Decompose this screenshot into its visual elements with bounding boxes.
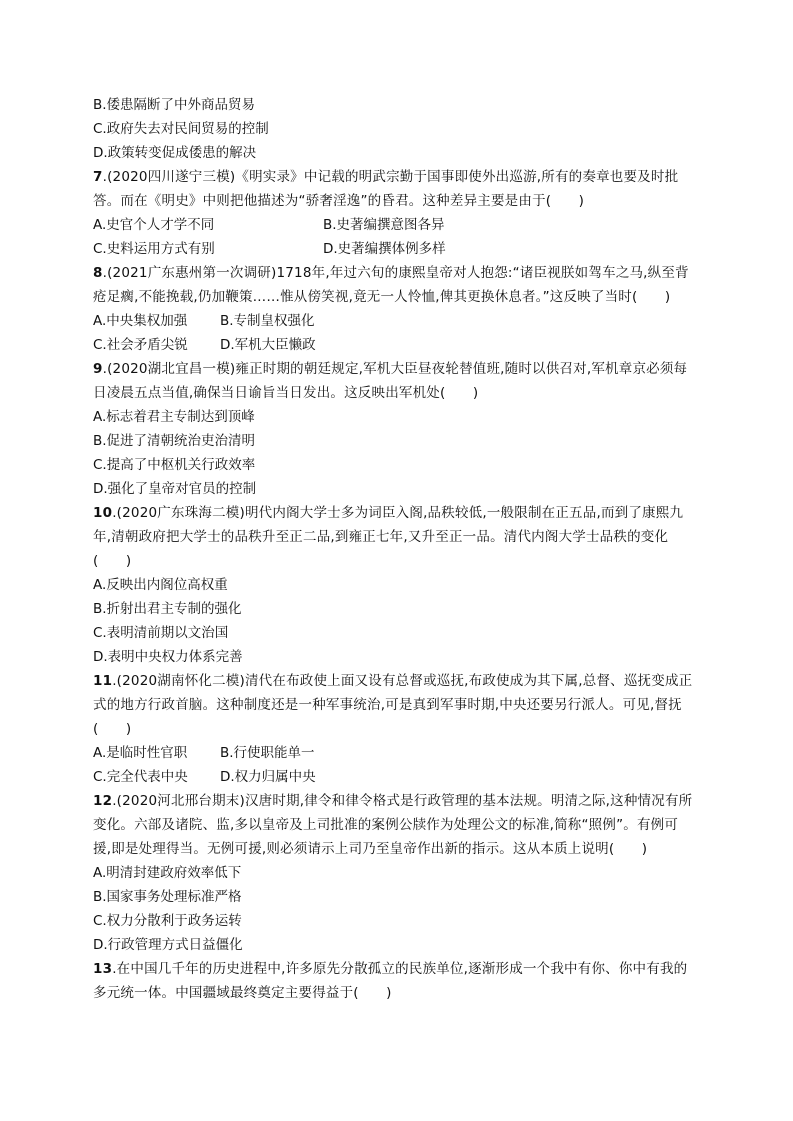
option-line: B.倭患隔断了中外商品贸易 <box>93 97 256 113</box>
option-b: B.史著编撰意图各异 <box>323 217 445 233</box>
question-text: .(2020湖北宜昌一模)雍正时期的朝廷规定,军机大臣昼夜轮替值班,随时以供召对,军机章京必须每 <box>102 361 688 377</box>
question-number: 12 <box>93 793 113 809</box>
question-number: 11 <box>93 673 113 689</box>
option-c: C.完全代表中央 <box>93 769 188 785</box>
question-10-line: 年,清朝政府把大学士的品秩升至正二品,到雍正七年,又升至正一品。清代内阁大学士品秩的变化 <box>93 529 669 545</box>
option-b: B.专制皇权强化 <box>220 313 315 329</box>
option-row <box>93 741 705 765</box>
question-text: .(2020广东珠海二模)明代内阁大学士多为词臣入阁,品秩较低,一般限制在正五品,而到了康熙九 <box>112 505 684 521</box>
option-row <box>93 333 705 357</box>
option-d: D.强化了皇帝对官员的控制 <box>93 481 257 497</box>
option-a: A.是临时性官职 <box>93 745 188 761</box>
option-b: B.国家事务处理标准严格 <box>93 889 242 905</box>
question-11-line <box>93 669 705 693</box>
option-d: D.军机大臣懒政 <box>220 337 316 353</box>
option-a: A.中央集权加强 <box>93 313 188 329</box>
option-d: D.权力归属中央 <box>220 769 316 785</box>
question-13-line <box>93 957 705 981</box>
question-8-line <box>93 261 705 285</box>
option-a: A.明清封建政府效率低下 <box>93 865 242 881</box>
option-row <box>93 765 705 789</box>
option-c: C.提高了中枢机关行政效率 <box>93 457 256 473</box>
question-9-line <box>93 357 705 381</box>
option-d: D.表明中央权力体系完善 <box>93 649 243 665</box>
option-row <box>93 237 705 261</box>
option-d: D.行政管理方式日益僵化 <box>93 937 243 953</box>
question-8-line: 疮足瘸,不能挽载,仍加鞭策……惟从傍笑视,竟无一人怜恤,俾其更换休息者。”这反映了当时( ) <box>93 289 671 305</box>
document-page <box>93 93 705 1005</box>
question-text: .(2020湖南怀化二模)清代在布政使上面又设有总督或巡抚,布政使成为其下属,总督、巡抚变成正 <box>112 673 693 689</box>
option-c: C.表明清前期以文治国 <box>93 625 229 641</box>
question-11-line: ( ) <box>93 721 132 737</box>
option-line: C.政府失去对民间贸易的控制 <box>93 121 269 137</box>
option-c: C.社会矛盾尖锐 <box>93 337 188 353</box>
option-d: D.史著编撰体例多样 <box>323 241 446 257</box>
question-12-line <box>93 789 705 813</box>
question-12-line: 援,即是处理得当。无例可援,则必须请示上司乃至皇帝作出新的指示。这从本质上说明( ) <box>93 841 648 857</box>
question-number: 9 <box>93 361 103 377</box>
question-9-line: 日凌晨五点当值,确保当日谕旨当日发出。这反映出军机处( ) <box>93 385 479 401</box>
question-11-line: 式的地方行政首脑。这种制度还是一种军事统治,可是真到军事时期,中央还要另行派人。可见,督抚 <box>93 697 682 713</box>
question-7-line: 答。而在《明史》中则把他描述为“骄奢淫逸”的昏君。这种差异主要是由于( ) <box>93 193 585 209</box>
option-a: A.标志着君主专制达到顶峰 <box>93 409 255 425</box>
question-number: 13 <box>93 961 113 977</box>
question-text: .(2020河北邢台期末)汉唐时期,律令和律令格式是行政管理的基本法规。明清之际,这种情况有所 <box>112 793 693 809</box>
question-10-line: ( ) <box>93 553 132 569</box>
question-number: 10 <box>93 505 113 521</box>
question-13-line: 多元统一体。中国疆域最终奠定主要得益于( ) <box>93 985 392 1001</box>
option-row <box>93 309 705 333</box>
option-a: A.反映出内阁位高权重 <box>93 577 228 593</box>
option-c: C.权力分散利于政务运转 <box>93 913 242 929</box>
option-b: B.促进了清朝统治吏治清明 <box>93 433 256 449</box>
question-text: .(2021广东惠州第一次调研)1718年,年过六旬的康熙皇帝对人抱怨:“诸臣视朕如驾车之马,纵至背 <box>102 265 689 281</box>
question-number: 7 <box>93 169 103 185</box>
option-line: D.政策转变促成倭患的解决 <box>93 145 257 161</box>
question-12-line: 变化。六部及诸院、监,多以皇帝及上司批准的案例公牍作为处理公文的标准,简称“照例”。有例可 <box>93 817 679 833</box>
question-text: .在中国几千年的历史进程中,许多原先分散孤立的民族单位,逐渐形成一个我中有你、你中有我的 <box>112 961 688 977</box>
option-b: B.折射出君主专制的强化 <box>93 601 242 617</box>
option-row <box>93 213 705 237</box>
question-7-line <box>93 165 705 189</box>
question-number: 8 <box>93 265 103 281</box>
option-a: A.史官个人才学不同 <box>93 217 215 233</box>
question-text: .(2020四川遂宁三模)《明实录》中记载的明武宗勤于国事即使外出巡游,所有的奏章也要及时批 <box>102 169 679 185</box>
option-b: B.行使职能单一 <box>220 745 315 761</box>
question-10-line <box>93 501 705 525</box>
option-c: C.史料运用方式有别 <box>93 241 215 257</box>
